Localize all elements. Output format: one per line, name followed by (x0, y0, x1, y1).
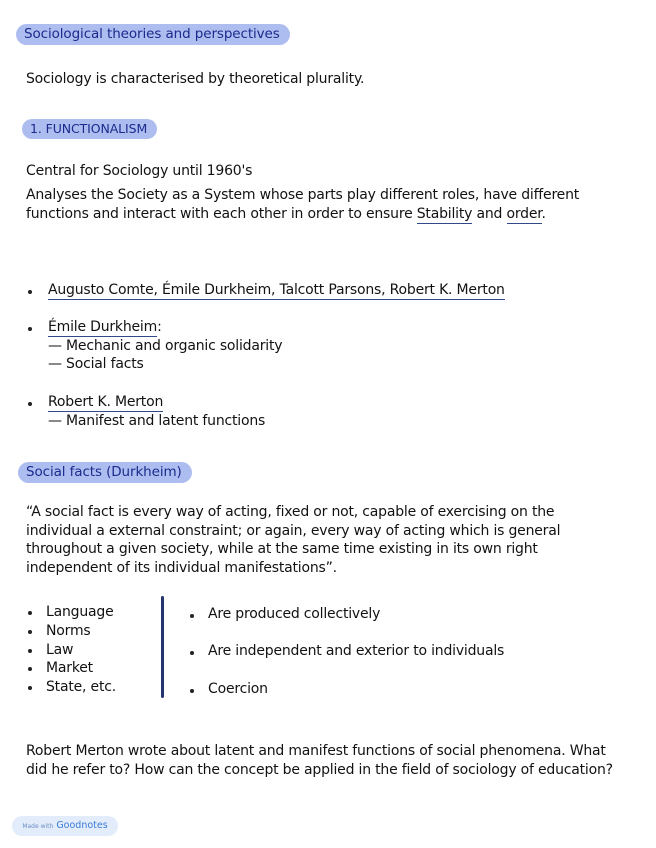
bullet-dot (190, 651, 194, 655)
section-heading-functionalism: 1. FUNCTIONALISM (22, 119, 157, 139)
example-item: Market (46, 660, 93, 676)
social-fact-quote: “A social fact is every way of acting, fixed or not, capable of exercising on the individual a external constraint; or again, every way of acting which is general throughout a given society, while at the same time existing in its own right independent of its individual manifestations”. (26, 504, 561, 576)
characteristic-item: Coercion (208, 681, 268, 697)
merton-item: — Manifest and latent functions (48, 412, 266, 429)
bullet-dot (28, 402, 32, 406)
bullet-dot (28, 649, 32, 653)
badge-brand: Goodnotes (56, 820, 108, 831)
badge-prefix: Made with (22, 823, 54, 830)
bullet-dot (28, 611, 32, 615)
durkheim-item: — Mechanic and organic solidarity (48, 337, 283, 354)
authors-text: Augusto Comte, Émile Durkheim, Talcott Parsons, Robert K. Merton (48, 282, 505, 298)
merton-question: Robert Merton wrote about latent and manifest functions of social phenomena. What did he refer to? How can the concept be applied in the field of sociology of education? (26, 743, 613, 778)
description-period: . (541, 205, 546, 222)
page-title: Sociological theories and perspectives (16, 24, 290, 45)
example-item: Law (46, 642, 74, 658)
bullet-dot (28, 290, 32, 294)
bullet-dot (190, 614, 194, 618)
durkheim-name: Émile Durkheim (48, 319, 158, 335)
authors-list (48, 281, 505, 300)
column-divider (161, 596, 164, 698)
goodnotes-badge[interactable] (12, 816, 118, 836)
example-item: Language (46, 604, 114, 620)
bullet-dot (28, 686, 32, 690)
description-conjunction: and (472, 205, 507, 222)
characteristic-item: Are independent and exterior to individuals (208, 643, 505, 659)
bullet-dot (190, 689, 194, 693)
characteristic-item: Are produced collectively (208, 606, 381, 622)
intro-text: Sociology is characterised by theoretical plurality. (26, 71, 365, 87)
durkheim-block (48, 318, 282, 374)
example-item: State, etc. (46, 679, 117, 695)
merton-name: Robert K. Merton (48, 394, 164, 410)
order-keyword: order (506, 205, 542, 222)
stability-keyword: Stability (416, 205, 473, 222)
functionalism-central-text: Central for Sociology until 1960's (26, 163, 253, 179)
example-item: Norms (46, 623, 91, 639)
durkheim-colon: : (157, 319, 162, 335)
section-heading-social-facts: Social facts (Durkheim) (18, 462, 192, 483)
description-text: Analyses the Society as a System whose parts play different roles, have different functions and interact with each other in order to ensure (26, 187, 580, 222)
functionalism-description (26, 186, 596, 223)
durkheim-item: — Social facts (48, 356, 144, 372)
bullet-dot (28, 630, 32, 634)
merton-block (48, 393, 265, 430)
bullet-dot (28, 667, 32, 671)
bullet-dot (28, 327, 32, 331)
